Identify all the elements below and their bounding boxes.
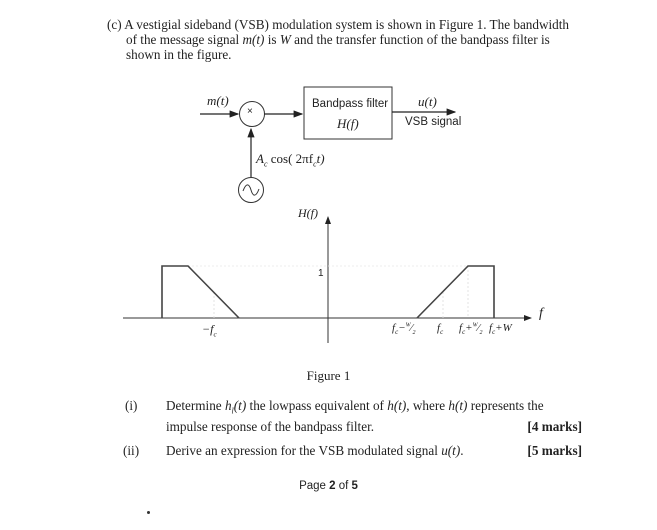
sub-question-ii-number: (ii) <box>123 443 140 458</box>
question-line-3: shown in the figure. <box>126 47 232 62</box>
x-tick-fc-minus-w2: $f_c-^W⁄_2$ <box>392 322 416 337</box>
input-label: m(t) <box>207 93 229 108</box>
carrier-label: $A_c$ cos( $2\pi f_ct$) <box>256 151 325 169</box>
output-label: u(t) <box>418 94 437 109</box>
x-axis-label: f <box>539 306 543 321</box>
message-signal-symbol: m(t) <box>242 32 265 47</box>
figure-caption: Figure 1 <box>306 368 351 383</box>
sub-question-i-number: (i) <box>125 398 138 413</box>
filter-label: Bandpass filter <box>312 98 389 110</box>
positive-band-response <box>417 266 494 318</box>
x-tick-fc-plus-w2: $f_c+^W⁄_2$ <box>459 322 483 337</box>
x-tick-neg-fc: $-f_c$ <box>202 322 217 339</box>
question-label: (c) <box>107 17 122 32</box>
page-number: Page 2 of 5 <box>299 480 358 492</box>
x-tick-fc: $f_c$ <box>437 322 444 337</box>
filter-transfer-function: H(f) <box>337 116 359 131</box>
y-axis-label: H(f) <box>298 206 318 220</box>
sub-question-i: Determine $h_l(t)$ the lowpass equivalent of h(t), where h(t) represents the impulse response of the bandpass filter. [4 marks] <box>166 398 582 434</box>
y-tick-1: 1 <box>318 268 324 279</box>
negative-band-response <box>162 266 239 318</box>
x-tick-fc-plus-w: $f_c+W$ <box>489 322 512 337</box>
question-line-2: of the message signal m(t) is W and the transfer function of the bandpass filter is <box>126 32 550 47</box>
multiplier-icon: × <box>247 106 253 117</box>
marks-ii: [5 marks] <box>527 443 582 458</box>
scan-speck <box>147 511 150 514</box>
marks-i: [4 marks] <box>527 418 582 434</box>
sub-question-ii: Derive an expression for the VSB modulated signal u(t). [5 marks] <box>166 443 582 458</box>
output-caption: VSB signal <box>405 116 462 128</box>
question-line-1: (c) A vestigial sideband (VSB) modulation system is shown in Figure 1. The bandwidth <box>107 17 570 32</box>
bandwidth-symbol: W <box>279 32 291 47</box>
